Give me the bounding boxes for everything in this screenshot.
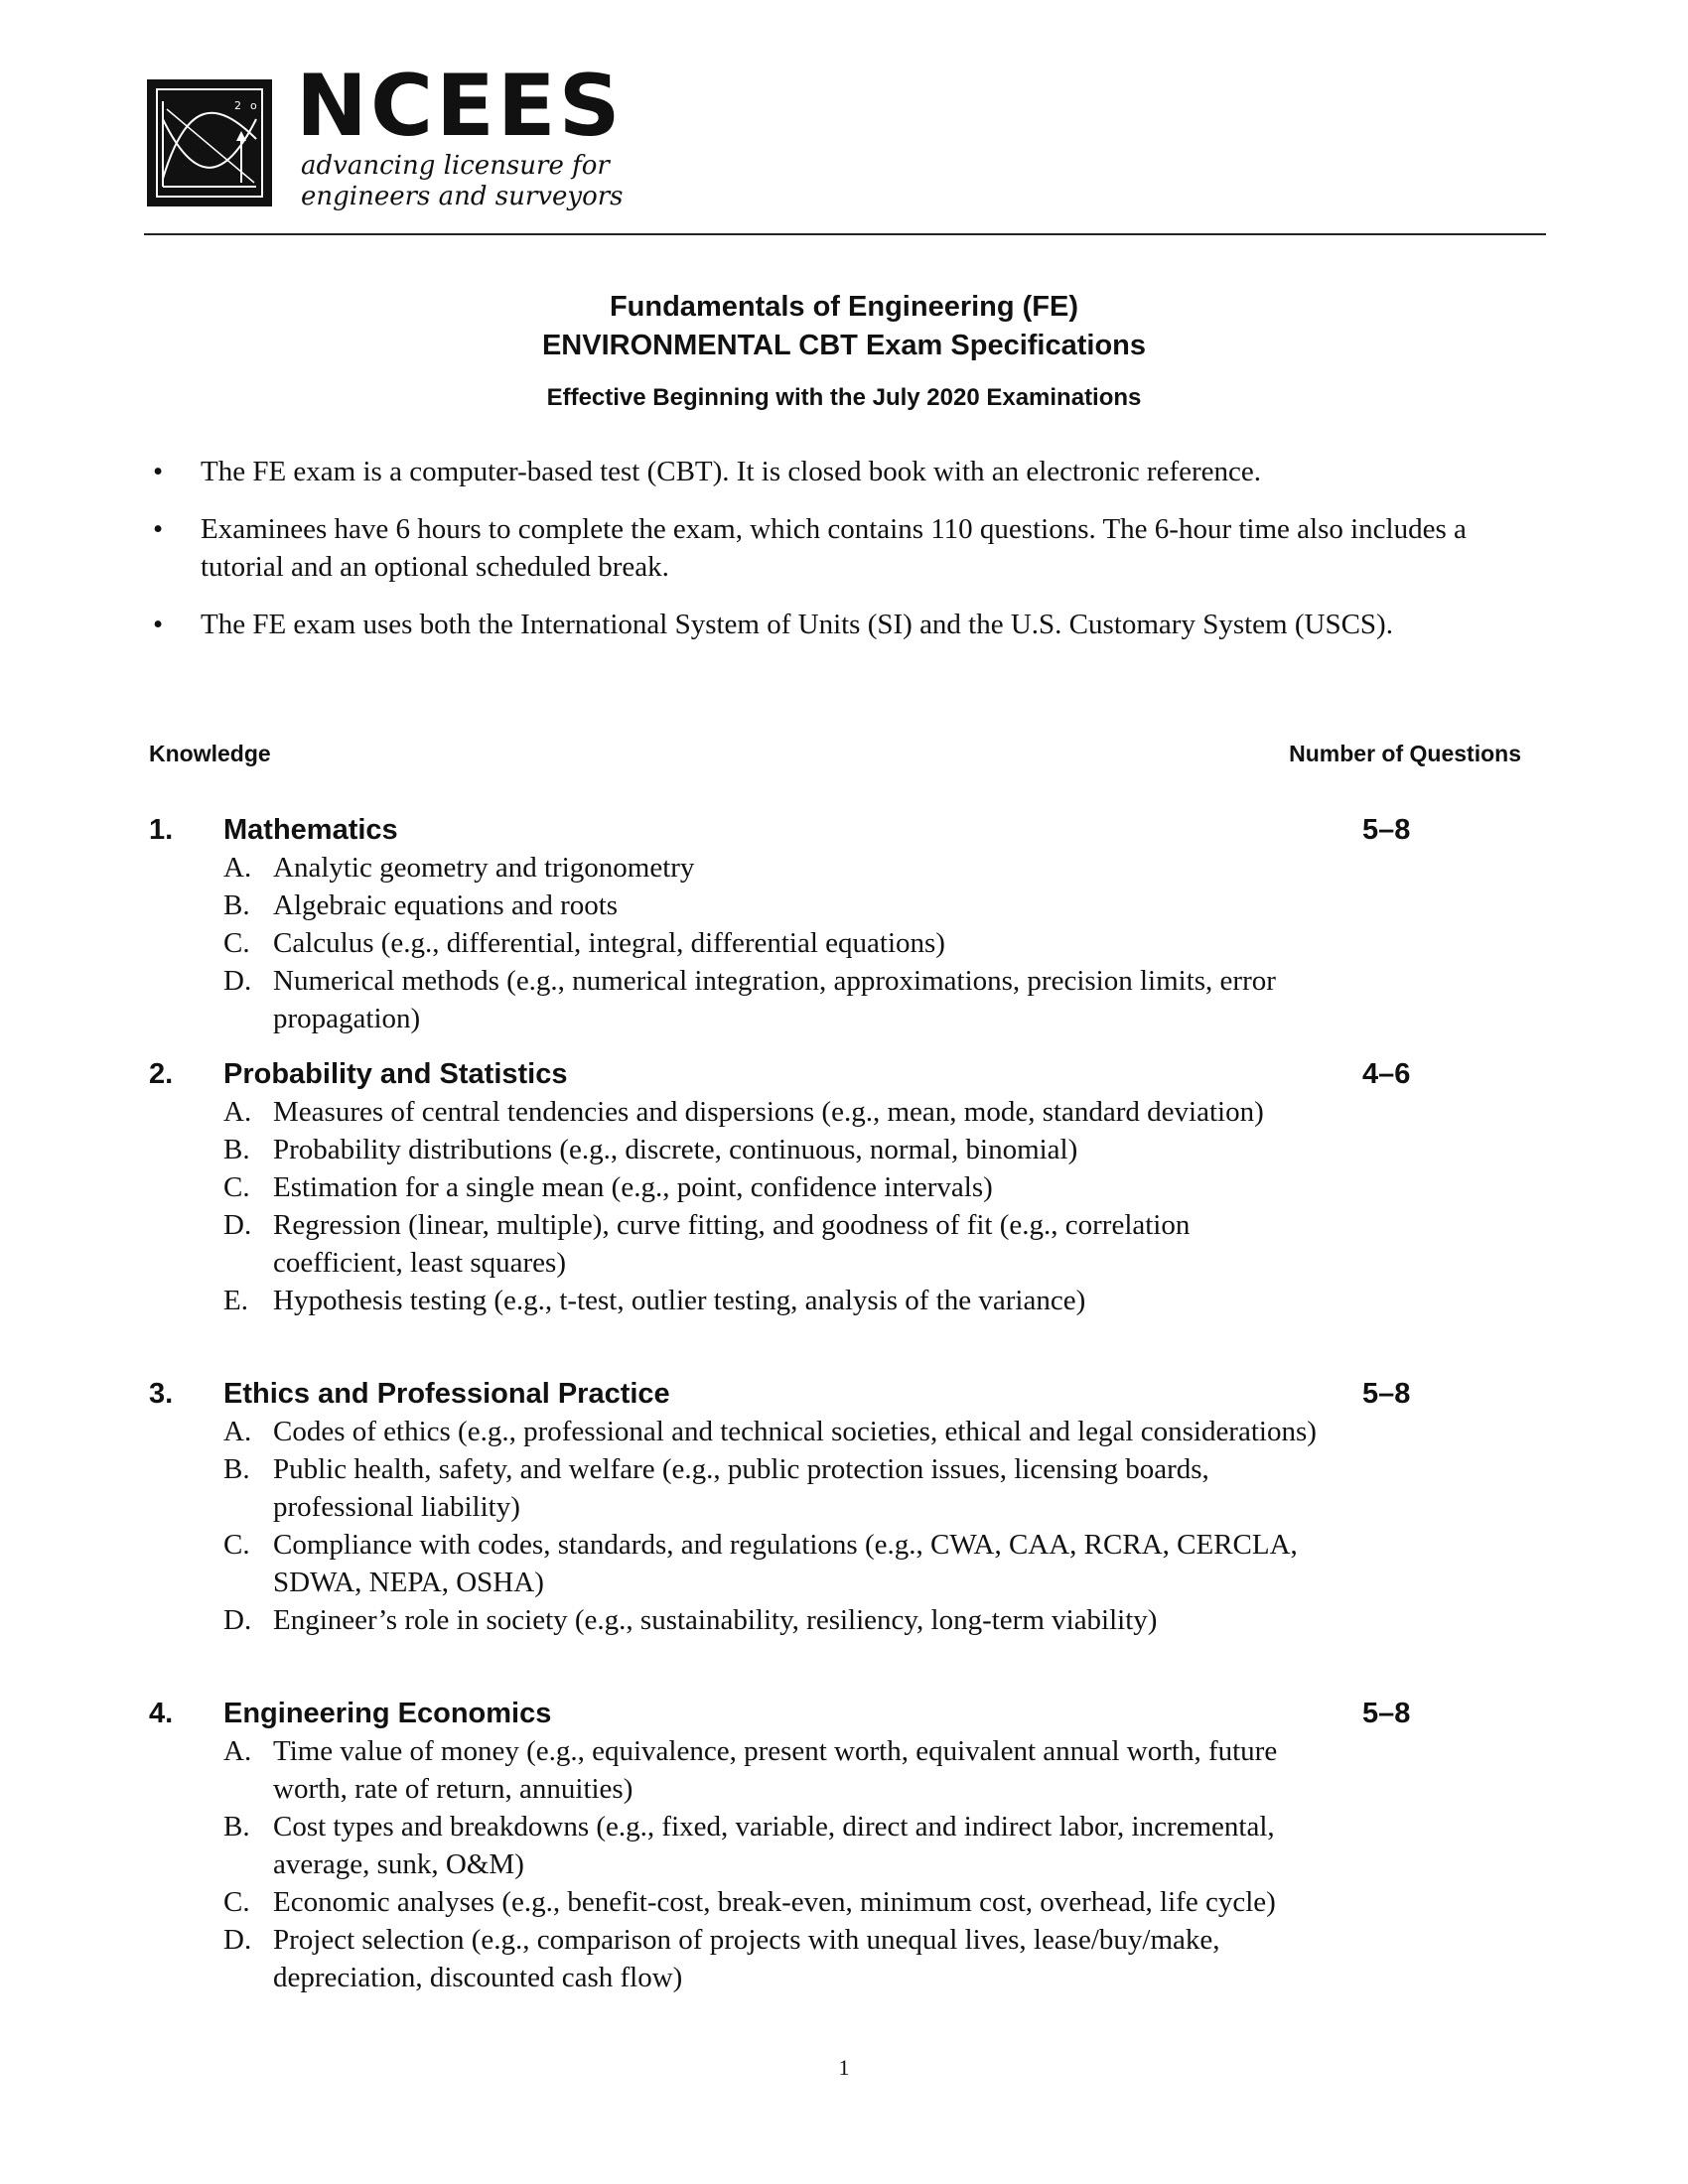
topic-item	[149, 1732, 1321, 1808]
topic-text: Codes of ethics (e.g., professional and technical societies, ethical and legal considerations)	[273, 1416, 1317, 1447]
section-number: 4.	[149, 1698, 174, 1729]
svg-text:2: 2	[234, 99, 241, 112]
topic-letter: D.	[223, 965, 252, 997]
svg-text:o: o	[250, 99, 257, 112]
topic-item	[149, 1601, 1321, 1639]
topic-text: Regression (linear, multiple), curve fitting, and goodness of fit (e.g., correlation coefficient, least squares)	[273, 1209, 1191, 1279]
effective-date-heading: Effective Beginning with the July 2020 Examinations	[546, 384, 1142, 411]
bullet-icon: •	[153, 513, 164, 545]
ncees-wordmark: NCEES	[296, 57, 624, 156]
topic-item	[149, 887, 1321, 924]
topic-text: Calculus (e.g., differential, integral, differential equations)	[273, 927, 945, 959]
topic-item	[149, 1131, 1321, 1168]
exam-info-item	[149, 453, 1539, 490]
topic-text: Estimation for a single mean (e.g., point, confidence intervals)	[273, 1171, 993, 1203]
document-subtitle: ENVIRONMENTAL CBT Exam Specifications	[541, 330, 1147, 361]
header-divider	[144, 233, 1546, 235]
topic-letter: D.	[223, 1209, 252, 1241]
section-title: Ethics and Professional Practice	[223, 1378, 670, 1410]
topic-text: Algebraic equations and roots	[273, 889, 619, 921]
bullet-icon: •	[153, 609, 164, 640]
exam-info-text: The FE exam uses both the International System of Units (SI) and the U.S. Customary System (USCS).	[201, 609, 1393, 640]
section-title: Mathematics	[223, 814, 398, 846]
topic-text: Compliance with codes, standards, and regulations (e.g., CWA, CAA, RCRA, CERCLA, SDWA, NEPA, OSHA)	[273, 1529, 1298, 1598]
topic-letter: C.	[223, 927, 250, 959]
section-number: 1.	[149, 814, 174, 846]
topic-text: Project selection (e.g., comparison of projects with unequal lives, lease/buy/make, depreciation, discounted cash flow)	[273, 1924, 1220, 1993]
exam-info-text: Examinees have 6 hours to complete the exam, which contains 110 questions. The 6-hour time also includes a tutorial and an optional scheduled break.	[201, 513, 1467, 583]
section-heading	[149, 811, 1420, 849]
topic-item	[149, 1808, 1321, 1883]
topic-item	[149, 1526, 1321, 1601]
section-question-count: 5–8	[1362, 1378, 1411, 1410]
topic-item	[149, 1206, 1321, 1282]
topic-list	[149, 1732, 1420, 1996]
ncees-tagline	[301, 151, 624, 212]
topic-letter: B.	[223, 1453, 250, 1485]
topic-letter: D.	[223, 1924, 252, 1956]
tagline-line-1: advancing licensure for	[301, 151, 610, 181]
topic-letter: D.	[223, 1604, 252, 1636]
topic-item	[149, 1883, 1321, 1921]
topic-letter: A.	[223, 1096, 252, 1128]
topic-letter: A.	[223, 1416, 252, 1447]
page-number: 1	[838, 2055, 850, 2080]
topic-item	[149, 1450, 1321, 1526]
knowledge-column-header: Knowledge	[149, 741, 271, 766]
topic-text: Time value of money (e.g., equivalence, present worth, equivalent annual worth, future worth, rate of return, annuities)	[273, 1735, 1278, 1805]
section-heading	[149, 1695, 1420, 1732]
exam-info-text: The FE exam is a computer-based test (CBT). It is closed book with an electronic reference.	[201, 456, 1262, 487]
ncees-logo-icon	[147, 79, 272, 206]
topic-list	[149, 849, 1420, 1037]
topic-item	[149, 1921, 1321, 1996]
topic-text: Numerical methods (e.g., numerical integration, approximations, precision limits, error propagation)	[273, 965, 1276, 1034]
section-number: 3.	[149, 1378, 174, 1410]
topic-item	[149, 962, 1321, 1037]
topic-text: Hypothesis testing (e.g., t-test, outlier testing, analysis of the variance)	[273, 1285, 1086, 1316]
section-probability-statistics	[149, 1055, 1420, 1319]
topic-item	[149, 849, 1321, 887]
topic-item	[149, 1168, 1321, 1206]
section-question-count: 4–6	[1362, 1058, 1411, 1090]
exam-info-item	[149, 606, 1539, 643]
section-question-count: 5–8	[1362, 814, 1411, 846]
topic-text: Probability distributions (e.g., discrete, continuous, normal, binomial)	[273, 1134, 1078, 1165]
topic-letter: A.	[223, 852, 252, 884]
topic-item	[149, 1282, 1321, 1319]
topic-letter: E.	[223, 1285, 248, 1316]
section-title: Probability and Statistics	[223, 1058, 568, 1090]
topic-text: Economic analyses (e.g., benefit-cost, break-even, minimum cost, overhead, life cycle)	[273, 1886, 1276, 1918]
section-engineering-economics	[149, 1695, 1420, 1996]
section-number: 2.	[149, 1058, 174, 1090]
topic-text: Analytic geometry and trigonometry	[273, 852, 695, 884]
document-title: Fundamentals of Engineering (FE)	[609, 291, 1079, 323]
section-mathematics	[149, 811, 1420, 1037]
topic-item	[149, 1413, 1321, 1450]
section-heading	[149, 1055, 1420, 1093]
topic-letter: B.	[223, 1811, 250, 1843]
bullet-icon: •	[153, 456, 164, 487]
topic-letter: B.	[223, 1134, 250, 1165]
section-ethics-professional-practice	[149, 1375, 1420, 1639]
questions-column-header: Number of Questions	[1289, 741, 1521, 766]
topic-list	[149, 1413, 1420, 1639]
topic-letter: B.	[223, 889, 250, 921]
tagline-line-2: engineers and surveyors	[301, 182, 624, 211]
exam-info-list	[149, 453, 1539, 663]
topic-list	[149, 1093, 1420, 1319]
topic-text: Measures of central tendencies and dispersions (e.g., mean, mode, standard deviation)	[273, 1096, 1264, 1128]
topic-text: Cost types and breakdowns (e.g., fixed, variable, direct and indirect labor, incremental, average, sunk, O&M)	[273, 1811, 1275, 1880]
topic-text: Public health, safety, and welfare (e.g., public protection issues, licensing boards, professional liability)	[273, 1453, 1209, 1523]
topic-item	[149, 924, 1321, 962]
section-question-count: 5–8	[1362, 1698, 1411, 1729]
topic-letter: A.	[223, 1735, 252, 1767]
topic-item	[149, 1093, 1321, 1131]
exam-info-item	[149, 510, 1539, 586]
section-title: Engineering Economics	[223, 1698, 552, 1729]
topic-text: Engineer’s role in society (e.g., sustainability, resiliency, long-term viability)	[273, 1604, 1158, 1636]
topic-letter: C.	[223, 1529, 250, 1561]
section-heading	[149, 1375, 1420, 1413]
topic-letter: C.	[223, 1886, 250, 1918]
topic-letter: C.	[223, 1171, 250, 1203]
